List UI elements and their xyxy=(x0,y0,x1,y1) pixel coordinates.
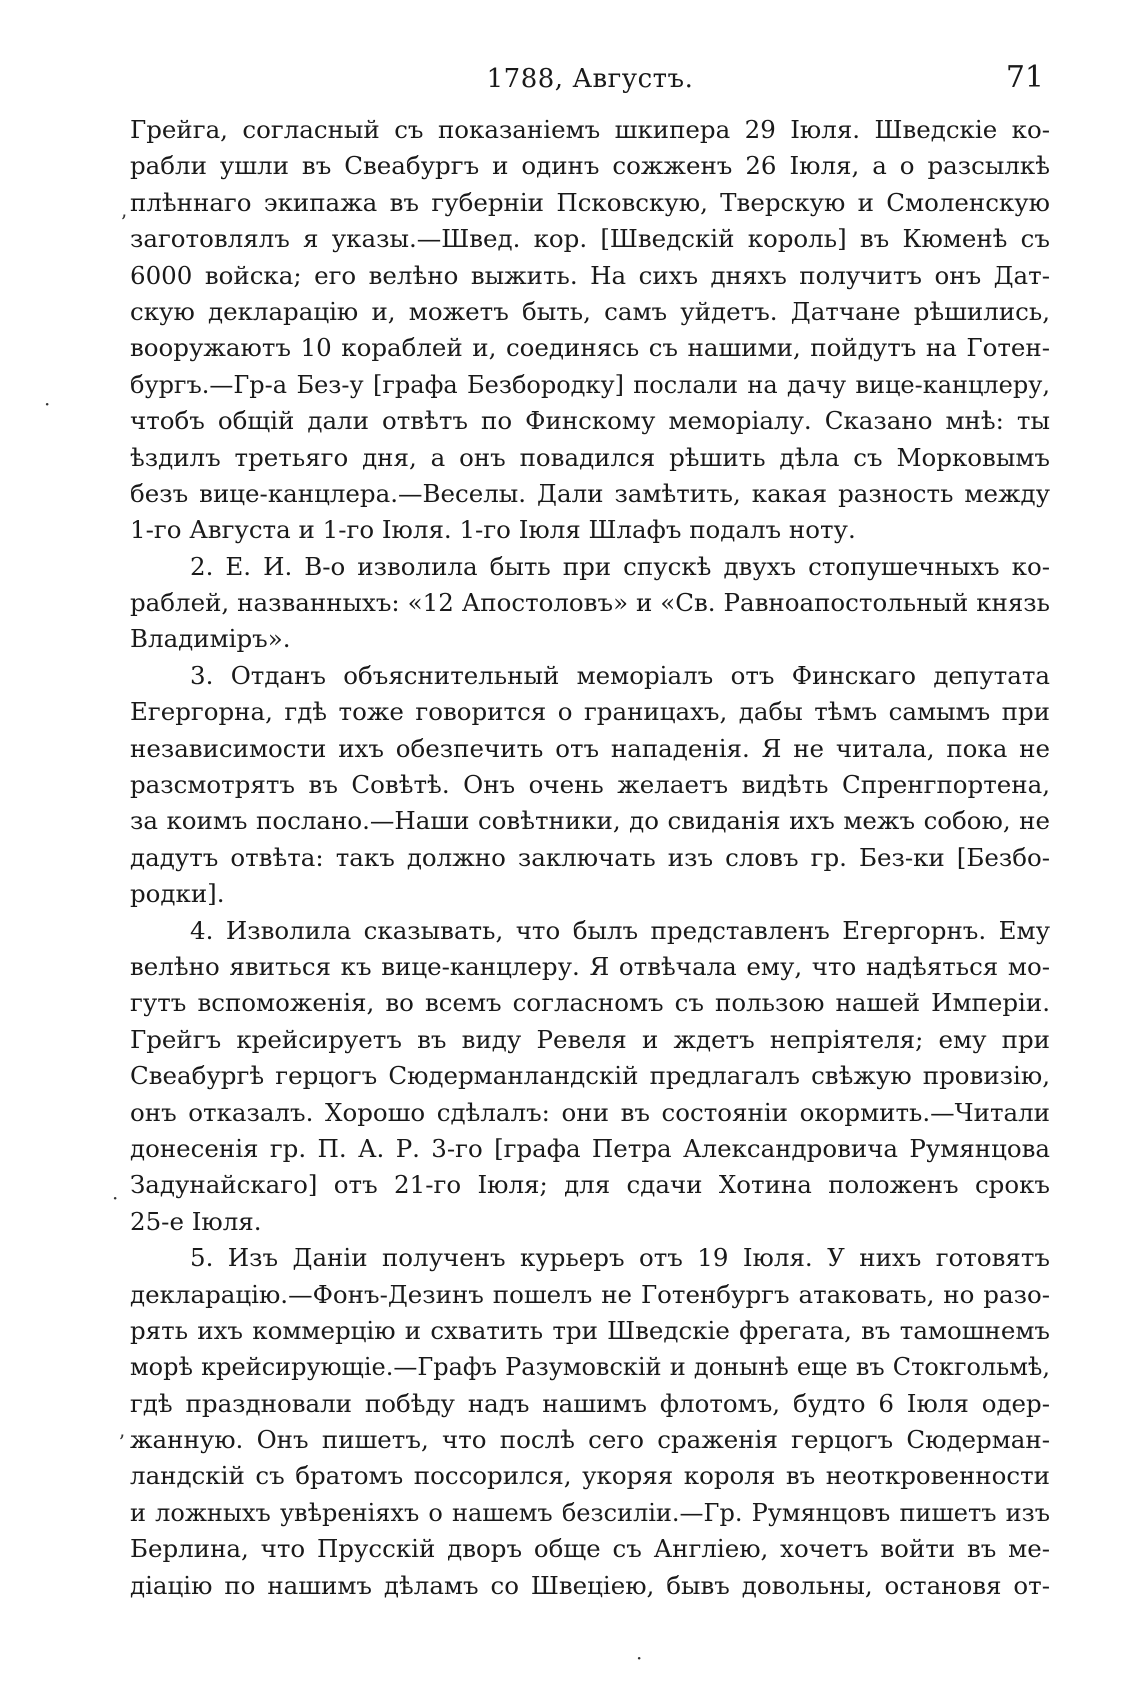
text-line: декларацію.—Фонъ-Дезинъ пошелъ не Готенбургъ атаковать, но разо- xyxy=(130,1279,1050,1309)
paragraph-3-line: 3. Отданъ объяснительный меморіалъ отъ Финскаго депутата xyxy=(190,660,1050,690)
text-line: скую декларацію и, можетъ быть, самъ уйдетъ. Датчане рѣшились, xyxy=(130,296,1050,326)
scan-speck: ʼ xyxy=(120,210,127,234)
paragraph-4-line: 4. Изволила сказывать, что былъ представленъ Егергорнъ. Ему xyxy=(190,915,1050,945)
text-line: 6000 войска; его велѣно выжить. На сихъ дняхъ получитъ онъ Дат- xyxy=(130,260,1050,290)
text-line: ландскій съ братомъ поссорился, укоряя короля въ неоткровенности xyxy=(130,1461,1050,1491)
text-line: плѣннаго экипажа въ губерніи Псковскую, Тверскую и Смоленскую xyxy=(130,187,1050,217)
text-line: Задунайскаго] отъ 21-го Іюля; для сдачи Хотина положенъ срокъ xyxy=(130,1170,1050,1200)
text-line: за коимъ послано.—Наши совѣтники, до свиданія ихъ межъ собою, не xyxy=(130,806,1050,836)
text-line: чтобъ общій дали отвѣтъ по Финскому меморіалу. Сказано мнѣ: ты xyxy=(130,406,1050,436)
text-line: жанную. Онъ пишетъ, что послѣ сего сраженія герцогъ Сюдерман- xyxy=(130,1425,1050,1455)
text-line: діацію по нашимъ дѣламъ со Швеціею, бывъ довольны, остановя от- xyxy=(130,1570,1050,1600)
paragraph-5-line: 5. Изъ Даніи полученъ курьеръ отъ 19 Іюля. У нихъ готовятъ xyxy=(190,1243,1050,1273)
text-line: гдѣ праздновали побѣду надъ нашимъ флотомъ, будто 6 Іюля одер- xyxy=(130,1388,1050,1418)
text-line: родки]. xyxy=(130,879,225,909)
text-line: Грейга, согласный съ показаніемъ шкипера 29 Іюля. Шведскіе ко- xyxy=(130,115,1050,144)
text-line: рять ихъ коммерцію и схватить три Шведскіе фрегата, въ тамошнемъ xyxy=(130,1315,1050,1345)
text-line: онъ отказалъ. Хорошо сдѣлалъ: они въ состояніи окормить.—Читали xyxy=(130,1097,1050,1127)
text-line: безъ вице-канцлера.—Веселы. Дали замѣтить, какая разность между xyxy=(130,478,1050,508)
text-line: дадутъ отвѣта: такъ должно заключать изъ словъ гр. Без-ки [Безбо- xyxy=(130,842,1050,872)
text-line: 25-е Іюля. xyxy=(130,1206,262,1236)
text-line: Егергорна, гдѣ тоже говорится о границахъ, дабы тѣмъ самымъ при xyxy=(130,697,1050,727)
text-line: ѣздилъ третьяго дня, а онъ повадился рѣшить дѣла съ Морковымъ xyxy=(130,442,1050,472)
scan-speck: · xyxy=(112,1186,119,1210)
text-line: гутъ вспоможенія, во всемъ согласномъ съ пользою нашей Имперіи. xyxy=(130,988,1050,1018)
text-line: заготовлялъ я указы.—Швед. кор. [Шведскій король] въ Кюменѣ съ xyxy=(130,224,1050,254)
text-line: велѣно явиться къ вице-канцлеру. Я отвѣчала ему, что надѣяться мо- xyxy=(130,951,1050,981)
text-line: Свеабургѣ герцогъ Сюдерманландскій предлагалъ свѣжую провизію, xyxy=(130,1061,1050,1091)
text-line: Владиміръ». xyxy=(130,624,291,654)
text-line: морѣ крейсирующіе.—Графъ Разумовскій и донынѣ еще въ Стокгольмѣ, xyxy=(130,1353,1050,1382)
text-line: независимости ихъ обезпечить отъ нападенія. Я не читала, пока не xyxy=(130,733,1050,763)
text-line: вооружаютъ 10 кораблей и, соединясь съ нашими, пойдутъ на Готен- xyxy=(130,333,1050,363)
text-line: донесенія гр. П. А. Р. 3-го [графа Петра Александровича Румянцова xyxy=(130,1133,1050,1163)
running-head xyxy=(130,58,1050,98)
page-number: 71 xyxy=(1005,60,1044,95)
text-line: раблей, названныхъ: «12 Апостоловъ» и «Св. Равноапостольный князь xyxy=(130,588,1050,618)
scan-speck: ʼ xyxy=(118,1430,125,1454)
text-line: бургъ.—Гр-а Без-у [графа Безбородку] послали на дачу вице-канцлеру, xyxy=(130,370,1050,399)
text-line: разсмотрятъ въ Совѣтѣ. Онъ очень желаетъ видѣть Спренгпортена, xyxy=(130,770,1050,800)
scan-speck: · xyxy=(44,392,51,416)
text-line: Грейгъ крейсируетъ въ виду Ревеля и ждетъ непріятеля; ему при xyxy=(130,1024,1050,1054)
text-line: рабли ушли въ Свеабургъ и одинъ сожженъ 26 Іюля, а о разсылкѣ xyxy=(130,151,1050,181)
scan-speck: · xyxy=(636,1646,643,1670)
body-text xyxy=(130,112,1050,1604)
text-line: Берлина, что Прусскій дворъ обще съ Англіею, хочетъ войти въ ме- xyxy=(130,1534,1050,1564)
text-line: 1-го Августа и 1-го Іюля. 1-го Іюля Шлафъ подалъ ноту. xyxy=(130,515,856,545)
paragraph-2-line: 2. Е. И. В-о изволила быть при спускѣ двухъ стопушечныхъ ко- xyxy=(190,551,1050,581)
text-line: и ложныхъ увѣреніяхъ о нашемъ безсиліи.—Гр. Румянцовъ пишетъ изъ xyxy=(130,1498,1050,1527)
running-title: 1788, Августъ. xyxy=(486,64,694,94)
